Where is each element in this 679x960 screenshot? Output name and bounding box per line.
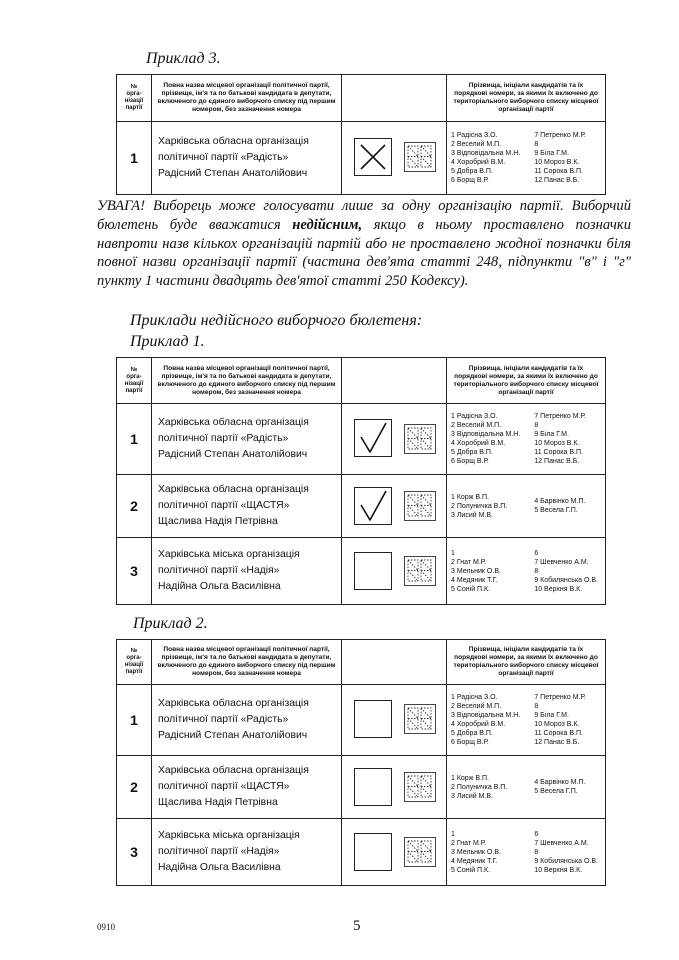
- warning-text-1: УВАГА! Виборець може голосувати лише за одну організацію партії. Виборчий бюлетень буде вважатися: [97, 198, 631, 233]
- candidate-entry: 2 Гнат М.Р.: [451, 558, 487, 566]
- candidate-entry: 1 Корж В.П.: [451, 493, 489, 501]
- check-mark-icon: [355, 488, 391, 524]
- candidate-entry: 8: [534, 141, 539, 148]
- candidate-entry: 5 Добра В.П.: [451, 168, 493, 175]
- candidate-entry: 2 Веселий М.П.: [451, 141, 502, 148]
- candidate-entry: 8: [534, 422, 539, 429]
- digit-template-icon: [406, 839, 434, 865]
- digit-template-icon: [406, 558, 434, 584]
- vote-box[interactable]: [354, 552, 392, 590]
- vote-box[interactable]: [354, 768, 392, 806]
- header-number: № орга- нізації партії: [117, 358, 152, 403]
- header-name: Повна назва місцевої організації політичної партії, прізвище, ім'я та по батькові кандидата в депутати, включеного до єдиного виборчого списку під першим номером, без зазначення номера: [152, 640, 342, 684]
- candidate-list-right: [534, 830, 601, 875]
- candidate-entry: 2 Полуничка В.П.: [451, 783, 508, 791]
- ballot-example1: [116, 357, 606, 605]
- header-candidates: Прізвища, ініціали кандидатів та їх порядкові номери, за якими їх включено до територіального виборчого списку місцевої організації партії: [453, 646, 599, 677]
- party-leader: Щаслива Надія Петрівна: [158, 797, 278, 808]
- party-org-name: Харківська обласна організація політичної партії «Радість»: [158, 136, 309, 163]
- candidate-entry: 6 Борщ В.Р.: [451, 458, 489, 465]
- candidate-entry: 11 Сорока В.П.: [534, 449, 583, 456]
- candidate-entry: 6 Борщ В.Р.: [451, 739, 489, 746]
- candidate-entry: 5 Весела Г.П.: [534, 507, 578, 514]
- candidate-list-left: [451, 830, 534, 875]
- candidate-entry: 2 Веселий М.П.: [451, 703, 502, 710]
- candidate-entry: 3 Лисий М.В.: [451, 792, 493, 800]
- party-leader: Радісний Степан Анатолійович: [158, 449, 308, 460]
- candidate-entry: 3 Відповідальна М.Н.: [451, 712, 521, 719]
- candidate-entry: 4 Медяник Т.Г.: [451, 576, 498, 584]
- digit-box: [404, 837, 436, 867]
- candidate-entry: 9 Біла Г.М.: [534, 712, 569, 719]
- candidate-entry: 12 Панас В.Б.: [534, 458, 580, 465]
- party-leader: Радісний Степан Анатолійович: [158, 730, 308, 741]
- ballot-header: [117, 640, 605, 685]
- vote-box[interactable]: [354, 487, 392, 525]
- candidate-entry: 1 Радісна З.О.: [451, 132, 498, 139]
- candidate-entry: 11 Сорока В.П.: [534, 168, 583, 175]
- header-name: Повна назва місцевої організації політичної партії, прізвище, ім'я та по батькові кандидата в депутати, включеного до єдиного виборчого списку під першим номером, без зазначення номера: [152, 75, 342, 121]
- invalid-examples-heading: Приклади недійсного виборчого бюлетеня:: [130, 312, 423, 329]
- warning-paragraph: [97, 197, 631, 291]
- candidate-entry: 5 Соній П.К.: [451, 585, 491, 593]
- vote-box[interactable]: [354, 700, 392, 738]
- party-number: 1: [117, 685, 152, 755]
- ballot-header: [117, 75, 605, 122]
- party-org-name: Харківська міська організація політичної партії «Надія»: [158, 830, 300, 857]
- candidate-entry: 2 Веселий М.П.: [451, 422, 502, 429]
- candidate-entry: 11 Сорока В.П.: [534, 730, 583, 737]
- party-row: [117, 404, 605, 475]
- candidate-entry: 2 Гнат М.Р.: [451, 839, 487, 847]
- candidate-entry: 10 Мороз В.К.: [534, 159, 580, 166]
- party-org-name: Харківська міська організація політичної партії «Надія»: [158, 549, 300, 576]
- warning-text-2: якщо в ньому проставлено позначки навпроти назв кількох організацій партій або не проставлено жодної позначки біля повної назви організації партії (частина дев'ятa статті 248, підпункти "в" і "г" пункту 1 частини двадцять дев'ятої статті 250 Кодексу).: [97, 216, 632, 290]
- candidate-entry: 3 Відповідальна М.Н.: [451, 150, 521, 157]
- party-leader: Радісний Степан Анатолійович: [158, 168, 308, 179]
- cross-mark-icon: [355, 139, 391, 175]
- candidate-list-right: [534, 549, 601, 594]
- party-row: [117, 819, 605, 885]
- candidate-entry: 4 Барвінко М.П.: [534, 779, 586, 786]
- candidate-list-left: [451, 412, 534, 466]
- candidate-entry: 10 Мороз В.К.: [534, 721, 580, 728]
- header-name: Повна назва місцевої організації політичної партії, прізвище, ім'я та по батькові кандидата в депутати, включеного до єдиного виборчого списку під першим номером, без зазначення номера: [152, 358, 342, 403]
- candidate-entry: 7 Шевченко А.М.: [534, 839, 589, 847]
- candidate-entry: 12 Панас В.Б.: [534, 739, 580, 746]
- candidate-entry: 5 Добра В.П.: [451, 449, 493, 456]
- header-number: № орга- нізації партії: [117, 640, 152, 684]
- party-number: 3: [117, 538, 152, 604]
- candidate-entry: 5 Добра В.П.: [451, 730, 493, 737]
- candidate-entry: 1 Радісна З.О.: [451, 694, 498, 701]
- digit-box: [404, 424, 436, 454]
- party-row: [117, 685, 605, 756]
- candidate-entry: 7 Петренко М.Р.: [534, 132, 586, 139]
- candidate-entry: 1: [451, 549, 455, 557]
- candidate-entry: 2 Полуничка В.П.: [451, 502, 508, 510]
- candidate-entry: 3 Мельник О.В.: [451, 848, 501, 856]
- warning-bold-word: недійсним,: [292, 216, 363, 233]
- party-org-name: Харківська обласна організація політичної партії «Радість»: [158, 698, 309, 725]
- ballot-example2: [116, 639, 606, 886]
- digit-box: [404, 772, 436, 802]
- party-leader: Надійна Ольга Василівна: [158, 862, 281, 873]
- candidate-entry: 4 Хоробрий В.М.: [451, 440, 506, 447]
- party-number: 2: [117, 756, 152, 818]
- candidate-entry: 1 Радісна З.О.: [451, 413, 498, 420]
- candidate-entry: 5 Весела Г.П.: [534, 788, 578, 795]
- candidate-entry: 9 Кобилянська О.В.: [534, 857, 599, 865]
- candidate-entry: 6: [534, 830, 539, 838]
- candidate-entry: 3 Лисий М.В.: [451, 511, 493, 519]
- digit-template-icon: [406, 493, 434, 519]
- digit-box: [404, 142, 436, 172]
- candidate-list-left: [451, 131, 534, 185]
- check-mark-icon: [355, 420, 391, 456]
- candidate-list-right: [534, 693, 601, 747]
- candidate-entry: 3 Мельник О.В.: [451, 567, 501, 575]
- candidate-list-left: [451, 549, 534, 594]
- digit-template-icon: [406, 774, 434, 800]
- candidate-entry: 1: [451, 830, 455, 838]
- party-number: 2: [117, 475, 152, 537]
- candidate-entry: 3 Відповідальна М.Н.: [451, 431, 521, 438]
- digit-template-icon: [406, 426, 434, 452]
- example1-heading: Приклад 1.: [130, 333, 205, 350]
- candidate-entry: 1 Корж В.П.: [451, 774, 489, 782]
- digit-template-icon: [406, 706, 434, 732]
- party-row: [117, 475, 605, 538]
- candidate-entry: 8: [534, 848, 539, 856]
- party-row: [117, 538, 605, 604]
- candidate-entry: 12 Панас В.Б.: [534, 177, 580, 184]
- vote-box[interactable]: [354, 138, 392, 176]
- candidate-entry: 5 Соній П.К.: [451, 866, 491, 874]
- digit-box: [404, 556, 436, 586]
- party-number: 3: [117, 819, 152, 885]
- header-candidates: Прізвища, ініціали кандидатів та їх порядкові номери, за якими їх включено до територіального виборчого списку місцевої організації партії: [453, 82, 599, 113]
- header-candidates: Прізвища, ініціали кандидатів та їх порядкові номери, за якими їх включено до територіального виборчого списку місцевої організації партії: [453, 364, 599, 396]
- party-number: 1: [117, 404, 152, 474]
- candidate-entry: 8: [534, 567, 539, 575]
- candidate-list-left: [451, 693, 534, 747]
- candidate-list-right: [534, 778, 601, 796]
- candidate-entry: 7 Петренко М.Р.: [534, 694, 586, 701]
- candidate-list-left: [451, 493, 534, 520]
- document-code: 0910: [97, 922, 115, 932]
- candidate-entry: 4 Хоробрий В.М.: [451, 159, 506, 166]
- digit-box: [404, 491, 436, 521]
- candidate-entry: 4 Хоробрий В.М.: [451, 721, 506, 728]
- example3-heading: Приклад 3.: [146, 50, 221, 67]
- header-number: № орга- нізації партії: [117, 75, 152, 121]
- candidate-entry: 6: [534, 549, 539, 557]
- ballot-example3: [116, 74, 606, 195]
- candidate-entry: 7 Петренко М.Р.: [534, 413, 586, 420]
- candidate-entry: 9 Біла Г.М.: [534, 150, 569, 157]
- candidate-list-right: [534, 412, 601, 466]
- candidate-entry: 8: [534, 703, 539, 710]
- digit-template-icon: [406, 144, 434, 170]
- candidate-entry: 10 Верхня В.К.: [534, 866, 583, 874]
- candidate-list-right: [534, 131, 601, 185]
- party-leader: Надійна Ольга Василівна: [158, 581, 281, 592]
- page-number: 5: [353, 918, 361, 934]
- candidate-entry: 6 Борщ В.Р.: [451, 177, 489, 184]
- party-row: [117, 756, 605, 819]
- party-row: [117, 122, 605, 194]
- candidate-list-left: [451, 774, 534, 801]
- candidate-entry: 10 Мороз В.К.: [534, 440, 580, 447]
- vote-box[interactable]: [354, 833, 392, 871]
- party-org-name: Харківська обласна організація політичної партії «ЩАСТЯ»: [158, 484, 309, 511]
- candidate-entry: 9 Кобилянська О.В.: [534, 576, 599, 584]
- party-org-name: Харківська обласна організація політичної партії «ЩАСТЯ»: [158, 765, 309, 792]
- vote-box[interactable]: [354, 419, 392, 457]
- digit-box: [404, 704, 436, 734]
- ballot-header: [117, 358, 605, 404]
- example2-heading: Приклад 2.: [133, 615, 208, 632]
- candidate-entry: 9 Біла Г.М.: [534, 431, 569, 438]
- candidate-entry: 10 Верхня В.К.: [534, 585, 583, 593]
- candidate-entry: 4 Медяник Т.Г.: [451, 857, 498, 865]
- party-leader: Щаслива Надія Петрівна: [158, 516, 278, 527]
- candidate-entry: 4 Барвінко М.П.: [534, 498, 586, 505]
- party-number: 1: [117, 122, 152, 194]
- candidate-list-right: [534, 497, 601, 515]
- candidate-entry: 7 Шевченко А.М.: [534, 558, 589, 566]
- party-org-name: Харківська обласна організація політичної партії «Радість»: [158, 417, 309, 444]
